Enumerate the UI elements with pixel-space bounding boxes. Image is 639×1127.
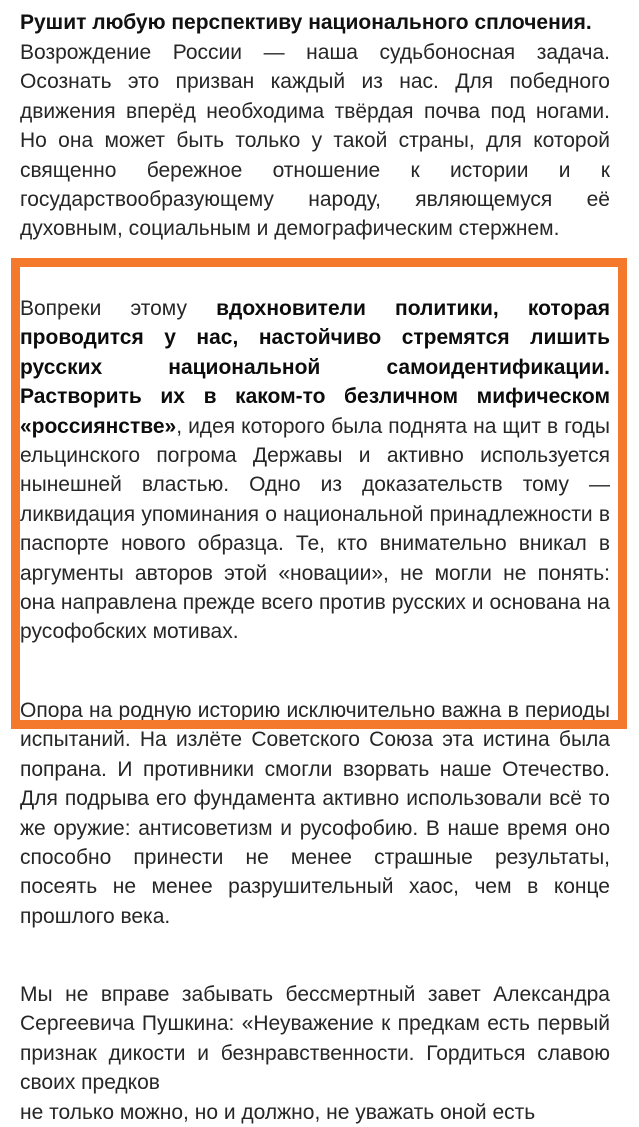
paragraph-0-bold: Рушит любую перспективу национального сплочения <box>20 11 586 34</box>
paragraph-4 <box>20 980 610 1098</box>
paragraph-0-tail: . <box>585 11 592 34</box>
paragraph-3 <box>20 696 610 931</box>
paragraph-1-text: Возрождение России — наша судьбоносная задача. Осознать это призван каждый из нас. Для победного движения вперёд необходима твёрдая почва под ногами. Но она может быть только у такой страны, для которой священно бережное отношение к истории и к государствообразующему народу, являющемуся её духовным, социальным и демографическим стержнем. <box>20 41 610 241</box>
paragraph-5-clipped <box>20 1098 610 1127</box>
paragraph-2 <box>20 294 610 647</box>
paragraph-2-text <box>20 294 610 647</box>
paragraph-4-text: Мы не вправе забывать бессмертный завет Александра Сергеевича Пушкина: «Неуважение к предкам есть первый признак дикости и безнравственности. Гордиться славою своих предков <box>20 983 610 1095</box>
paragraph-3-text: Опора на родную историю исключительно важна в периоды испытаний. На излёте Советского Союза эта истина была попрана. И противники смогли взорвать наше Отечество. Для подрыва его фундамента активно использовали всё то же оружие: антисоветизм и русофобию. В наше время оно способно принести не менее страшные результаты, посеять не менее разрушительный хаос, чем в конце прошлого века. <box>20 699 610 928</box>
paragraph-2-lead: Вопреки этому <box>20 297 217 320</box>
paragraph-2-bold: вдохновители политики, которая проводится у нас, настойчиво стремятся лишить русских национальной самоидентификации. Растворить их в каком-то безличном мифическом «россиянстве» <box>20 297 610 438</box>
paragraph-1 <box>20 38 610 256</box>
paragraph-5-text: не только можно, но и должно, не уважать оной есть <box>20 1101 536 1124</box>
paragraph-0-clipped <box>20 8 620 37</box>
paragraph-2-rest: , идея которого была поднята на щит в годы ельцинского погрома Державы и активно используется нынешней властью. Одно из доказательств тому — ликвидация упоминания о национальной принадлежности в паспорте нового образца. Те, кто внимательно вникал в аргументы авторов этой «новации», не могли не понять: она направлена прежде всего против русских и основана на русофобских мотивах. <box>20 414 610 644</box>
